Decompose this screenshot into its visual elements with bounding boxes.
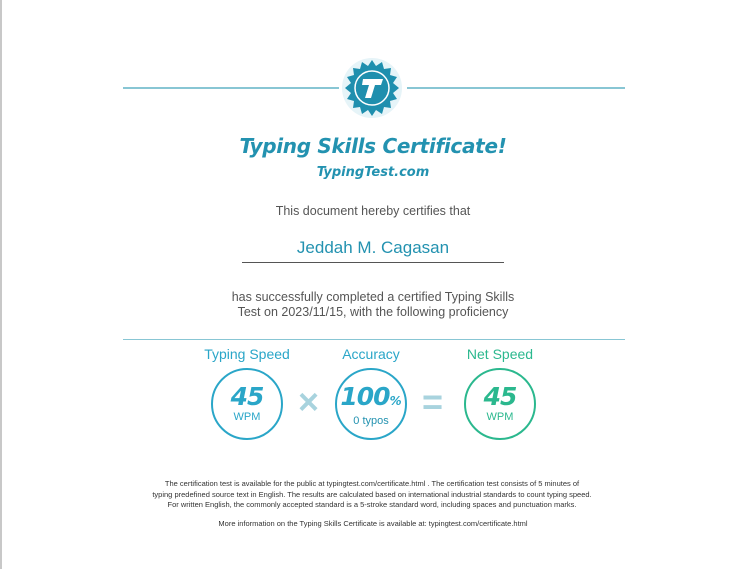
accuracy-badge [335,368,407,440]
typingtest-logo-icon [341,57,403,119]
name-underline [242,262,504,263]
completion-statement [2,290,742,320]
footer-disclaimer [112,479,632,511]
accuracy-typos: 0 typos [353,415,389,427]
footer-line-3: For written English, the commonly accepted standard is a 5-stroke standard word, including spaces and punctuation marks. [167,500,577,509]
site-name: TypingTest.com [316,165,430,180]
metrics-divider [123,339,625,340]
multiply-icon: × [298,381,320,422]
top-divider-left [123,87,339,89]
certifies-text: This document hereby certifies that [275,204,471,218]
net-speed-badge [464,368,536,440]
completion-line-2: Test on 2023/11/15, with the following proficiency [237,305,509,319]
net-speed-unit: WPM [486,411,514,423]
certificate-title: Typing Skills Certificate! [239,134,507,158]
recipient-name: Jeddah M. Cagasan [296,238,450,257]
footer-line-2: typing predefined source text in English. The results are calculated based on international industrial standards to count typing speed. [152,489,592,499]
footer-more-info: More information on the Typing Skills Certificate is available at: typingtest.com/certificate.html [218,519,528,528]
completion-line-1: has successfully completed a certified Typing Skills [231,290,515,304]
accuracy-percent: % [389,394,402,408]
net-speed-value: 45 [483,382,517,411]
typing-speed-value: 45 [230,382,264,411]
accuracy-value: 100 [340,382,390,411]
accuracy-value-wrap [337,384,405,414]
accuracy-label: Accuracy [342,346,400,362]
typing-speed-badge [211,368,283,440]
typing-speed-label: Typing Speed [204,346,290,362]
net-speed-label: Net Speed [466,346,534,362]
typing-speed-unit: WPM [233,411,261,423]
equals-icon: = [422,381,444,422]
top-divider-right [407,87,625,89]
footer-line-1: The certification test is available for the public at typingtest.com/certificate.html . The certification test consists of 5 minutes of [164,479,580,488]
